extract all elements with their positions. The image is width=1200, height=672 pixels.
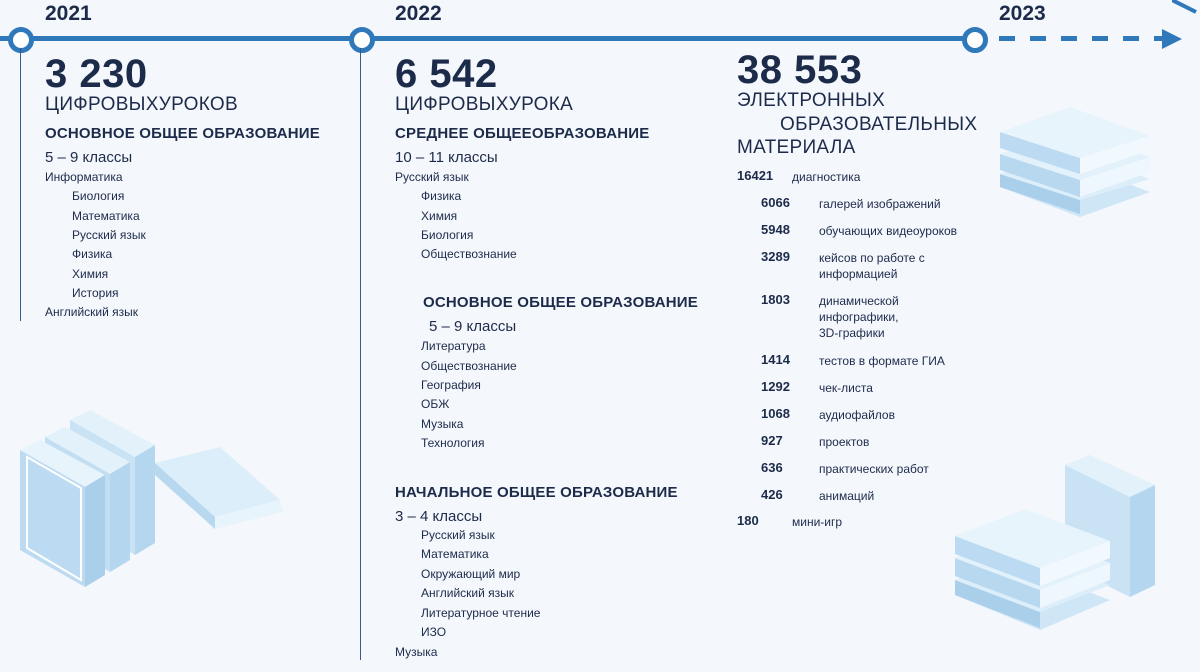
stat-number: 426 [761,487,783,502]
stat-label: тестов в формате ГИА [819,354,945,368]
lessons-unit-2021: ЦИФРОВЫХУРОКОВ [45,94,238,115]
stat-label: мини-игр [792,515,843,529]
subject-item: Литература [421,339,486,353]
timeline-dash [1030,36,1046,41]
section-grades: 5 – 9 классы [429,318,517,335]
column-divider [20,48,21,321]
subject-item: География [421,378,481,392]
timeline-node-2023 [962,27,988,53]
section-title: ОСНОВНОЕ ОБЩЕЕ ОБРАЗОВАНИЕ [45,125,320,142]
corner-arrow-icon [1172,0,1200,14]
subject-item: Обществознание [421,359,517,373]
timeline-dash [1123,36,1139,41]
section-title: ОСНОВНОЕ ОБЩЕЕ ОБРАЗОВАНИЕ [423,294,698,311]
column-divider [360,48,361,660]
subject-item: Химия [421,209,458,223]
section-title: НАЧАЛЬНОЕ ОБЩЕЕ ОБРАЗОВАНИЕ [395,484,678,501]
stat-label: практических работ [819,462,929,476]
lessons-unit-2022: ЦИФРОВЫХУРОКА [395,94,574,115]
subject-item: Английский язык [421,586,515,600]
book-stack-icon [995,92,1160,217]
materials-unit-line: МАТЕРИАЛА [737,137,856,158]
stat-number: 3289 [761,249,790,264]
stat-number: 5948 [761,222,790,237]
stat-number: 1803 [761,292,790,307]
subject-item: Физика [421,189,462,203]
stat-number: 1068 [761,406,790,421]
subject-item: ИЗО [421,625,447,639]
year-2021: 2021 [45,2,92,25]
subject-item: Биология [421,228,474,242]
stat-number: 1292 [761,379,790,394]
subject-item: Математика [72,209,140,223]
timeline-node-2021 [8,27,34,53]
stat-label: динамической инфографики, 3D-графики [819,294,899,340]
subject-item: Биология [72,189,125,203]
materials-unit-line: ОБРАЗОВАТЕЛЬНЫХ [780,114,978,135]
subject-item: Музыка [395,645,438,659]
year-2022: 2022 [395,2,442,25]
lessons-count-2022: 6 542 [395,52,498,96]
stat-label: обучающих видеоуроков [819,224,958,238]
timeline-dash [1092,36,1108,41]
stat-label: чек-листа [819,381,873,395]
subject-item: Русский язык [421,528,495,542]
stat-number: 16421 [737,168,774,183]
subject-item: Технология [421,436,485,450]
subject-item: Литературное чтение [421,606,541,620]
timeline-line [0,36,975,41]
section-grades: 5 – 9 классы [45,149,133,166]
subject-item: ОБЖ [421,397,450,411]
year-2023: 2023 [999,2,1046,25]
stat-label: аудиофайлов [819,408,895,422]
materials-count-2023: 38 553 [737,48,863,92]
subject-item: Английский язык [45,305,139,319]
subject-item: Музыка [421,417,464,431]
stat-number: 927 [761,433,783,448]
timeline-node-2022 [349,27,375,53]
stat-label: проектов [819,435,870,449]
section-grades: 3 – 4 классы [395,508,483,525]
stat-number: 6066 [761,195,790,210]
subject-item: Русский язык [72,228,146,242]
subject-item: Окружающий мир [421,567,521,581]
stat-label: диагностика [792,170,861,184]
book-pile-icon [950,450,1160,635]
subject-item: Русский язык [395,170,469,184]
subject-item: Информатика [45,170,123,184]
books-standing-icon [15,405,290,595]
subject-item: Обществознание [421,247,517,261]
lessons-count-2021: 3 230 [45,52,148,96]
timeline-dash [999,36,1015,41]
subject-item: История [72,286,119,300]
section-grades: 10 – 11 классы [395,149,498,166]
materials-unit-line: ЭЛЕКТРОННЫХ [737,90,886,111]
stat-label: галерей изображений [819,197,941,211]
subject-item: Химия [72,267,109,281]
stat-number: 180 [737,513,759,528]
timeline-dash [1061,36,1077,41]
stat-label: анимаций [819,489,875,503]
arrow-right-icon [1162,29,1184,49]
section-title: СРЕДНЕЕ ОБЩЕЕОБРАЗОВАНИЕ [395,125,650,142]
stat-number: 1414 [761,352,790,367]
stat-label: кейсов по работе с информацией [819,251,925,281]
subject-item: Физика [72,247,113,261]
stat-number: 636 [761,460,783,475]
subject-item: Математика [421,547,489,561]
